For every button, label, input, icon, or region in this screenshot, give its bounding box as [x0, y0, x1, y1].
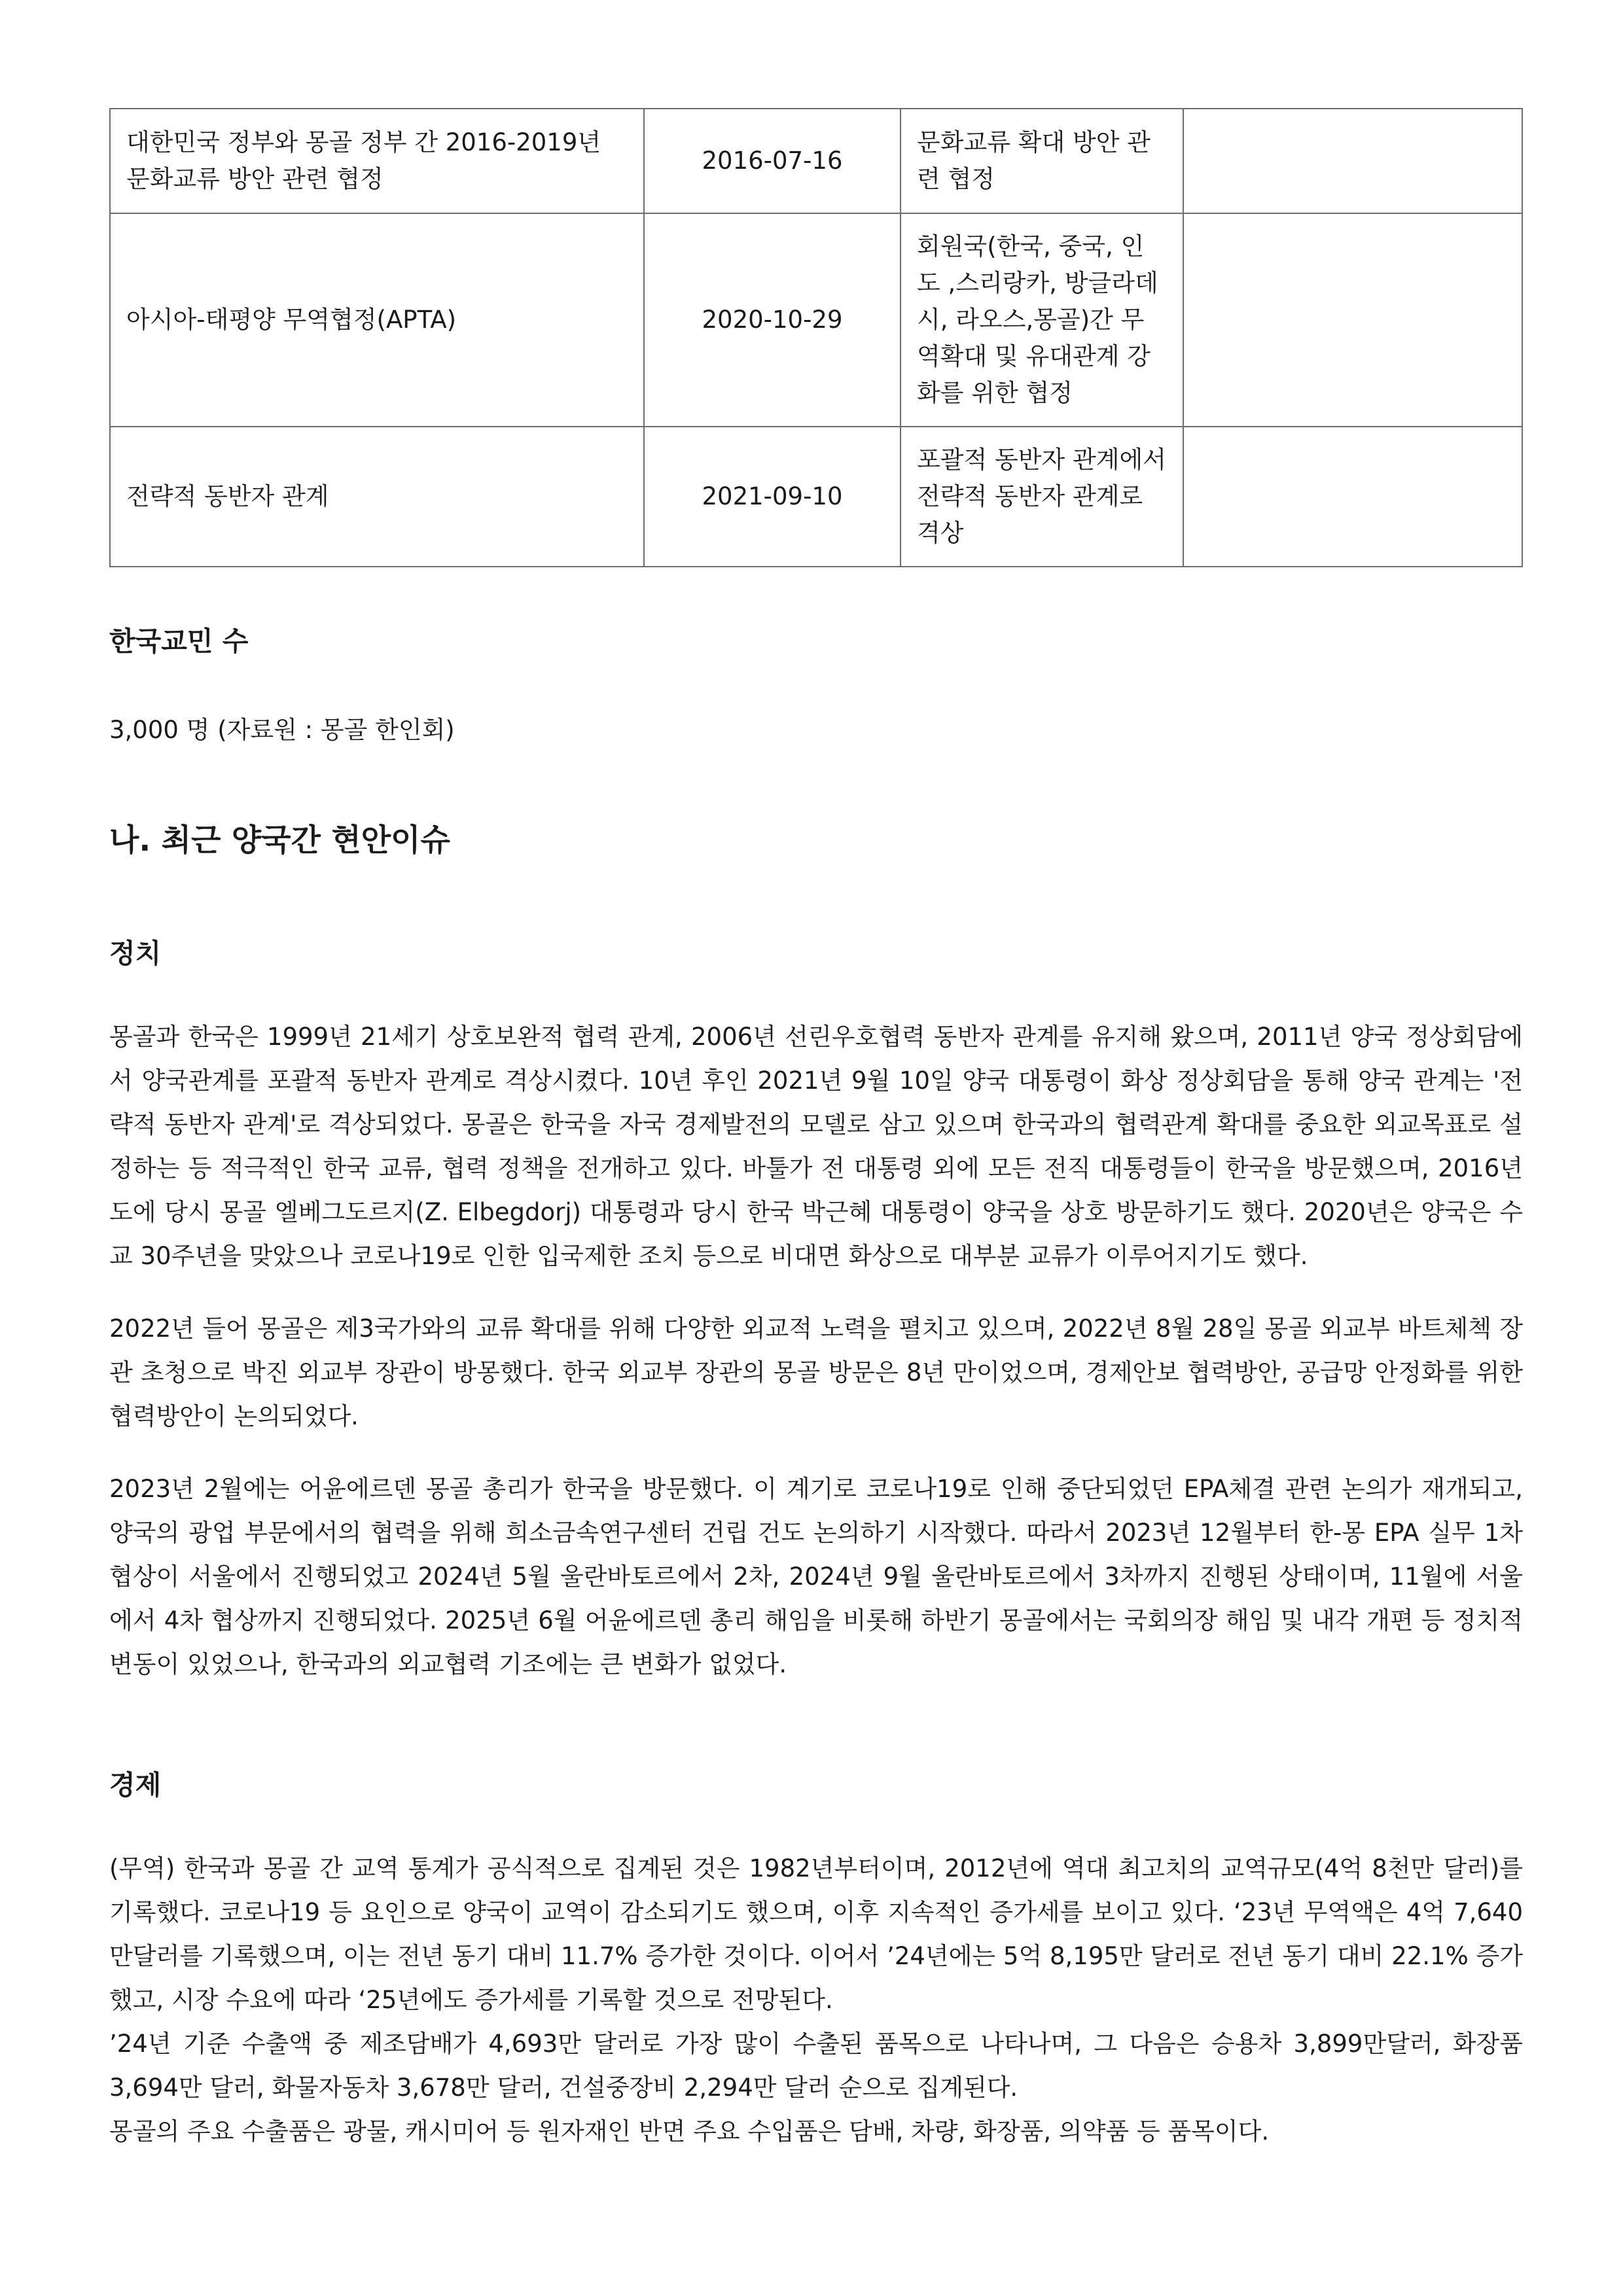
agreement-date: 2021-09-10	[644, 427, 901, 567]
agreement-name: 아시아-태평양 무역협정(APTA)	[110, 213, 644, 427]
politics-paragraph: 몽골과 한국은 1999년 21세기 상호보완적 협력 관계, 2006년 선린우호협력 동반자 관계를 유지해 왔으며, 2011년 양국 정상회담에서 양국관계를 포괄적 동반자 관계로 격상시켰다. 10년 후인 2021년 9월 10일 양국 대통령이 화상 정상회담을 통해 양국 관계는 '전략적 동반자 관계'로 격상되었다. 몽골은 한국을 자국 경제발전의 모델로 삼고 있으며 한국과의 협력관계 확대를 중요한 외교목표로 설정하는 등 적극적인 한국 교류, 협력 정책을 전개하고 있다. 바툴가 전 대통령 외에 모든 전직 대통령들이 한국을 방문했으며, 2016년도에 당시 몽골 엘베그도르지(Z. Elbegdorj) 대통령과 당시 한국 박근혜 대통령이 양국을 상호 방문하기도 했다. 2020년은 양국은 수교 30주년을 맞았으나 코로나19로 인한 입국제한 조치 등으로 비대면 화상으로 대부분 교류가 이루어지기도 했다.	[109, 1023, 1523, 1270]
politics-paragraph: 2022년 들어 몽골은 제3국가와의 교류 확대를 위해 다양한 외교적 노력을 펼치고 있으며, 2022년 8월 28일 몽골 외교부 바트체첵 장관 초청으로 박진 외교부 장관이 방몽했다. 한국 외교부 장관의 몽골 방문은 8년 만이었으며, 경제안보 협력방안, 공급망 안정화를 위한 협력방안이 논의되었다.	[109, 1315, 1523, 1430]
agreement-note	[1183, 427, 1522, 567]
economy-line: ’24년 기준 수출액 중 제조담배가 4,693만 달러로 가장 많이 수출된 품목으로 나타나며, 그 다음은 승용차 3,899만달러, 화장품 3,694만 달러, 화물자동차 3,678만 달러, 건설중장비 2,294만 달러 순으로 집계된다.	[109, 2030, 1523, 2102]
issues-heading: 나. 최근 양국간 현안이슈	[109, 822, 450, 858]
agreement-description: 문화교류 확대 방안 관련 협정	[901, 109, 1183, 213]
agreement-note	[1183, 213, 1522, 427]
economy-line: (무역) 한국과 몽골 간 교역 통계가 공식적으로 집계된 것은 1982년부터이며, 2012년에 역대 최고치의 교역규모(4억 8천만 달러)를 기록했다. 코로나19 등 요인으로 양국이 교역이 감소되기도 했으며, 이후 지속적인 증가세를 보이고 있다. ‘23년 무역액은 4억 7,640만달러를 기록했으며, 이는 전년 동기 대비 11.7% 증가한 것이다. 이어서 ’24년에는 5억 8,195만 달러로 전년 동기 대비 22.1% 증가했고, 시장 수요에 따라 ‘25년에도 증가세를 기록할 것으로 전망된다.	[109, 1854, 1523, 2014]
agreements-table	[109, 108, 1523, 567]
politics-heading: 정치	[109, 938, 162, 969]
politics-paragraph: 2023년 2월에는 어윤에르덴 몽골 총리가 한국을 방문했다. 이 계기로 코로나19로 인해 중단되었던 EPA체결 관련 논의가 재개되고, 양국의 광업 부문에서의 협력을 위해 희소금속연구센터 건립 건도 논의하기 시작했다. 따라서 2023년 12월부터 한-몽 EPA 실무 1차 협상이 서울에서 진행되었고 2024년 5월 울란바토르에서 2차, 2024년 9월 울란바토르에서 3차까지 진행된 상태이며, 11월에 서울에서 4차 협상까지 진행되었다. 2025년 6월 어윤에르덴 총리 해임을 비롯해 하반기 몽골에서는 국회의장 해임 및 내각 개편 등 정치적 변동이 있었으나, 한국과의 외교협력 기조에는 큰 변화가 없었다.	[109, 1475, 1523, 1678]
economy-body	[109, 1846, 1523, 2153]
table-row	[110, 427, 1522, 567]
residents-count: 3,000 명 (자료원 : 몽골 한인회)	[109, 716, 455, 744]
agreement-description: 회원국(한국, 중국, 인도 ,스리랑카, 방글라데시, 라오스,몽골)간 무역확대 및 유대관계 강화를 위한 협정	[901, 213, 1183, 427]
table-row	[110, 213, 1522, 427]
agreement-description: 포괄적 동반자 관계에서 전략적 동반자 관계로 격상	[901, 427, 1183, 567]
agreement-name: 대한민국 정부와 몽골 정부 간 2016-2019년 문화교류 방안 관련 협정	[110, 109, 644, 213]
document-page	[109, 108, 1523, 2153]
agreement-note	[1183, 109, 1522, 213]
table-row	[110, 109, 1522, 213]
residents-heading: 한국교민 수	[109, 626, 249, 657]
agreement-date: 2016-07-16	[644, 109, 901, 213]
economy-heading: 경제	[109, 1769, 162, 1801]
economy-line: 몽골의 주요 수출품은 광물, 캐시미어 등 원자재인 반면 주요 수입품은 담배, 차량, 화장품, 의약품 등 품목이다.	[109, 2117, 1270, 2146]
agreement-name: 전략적 동반자 관계	[110, 427, 644, 567]
agreement-date: 2020-10-29	[644, 213, 901, 427]
